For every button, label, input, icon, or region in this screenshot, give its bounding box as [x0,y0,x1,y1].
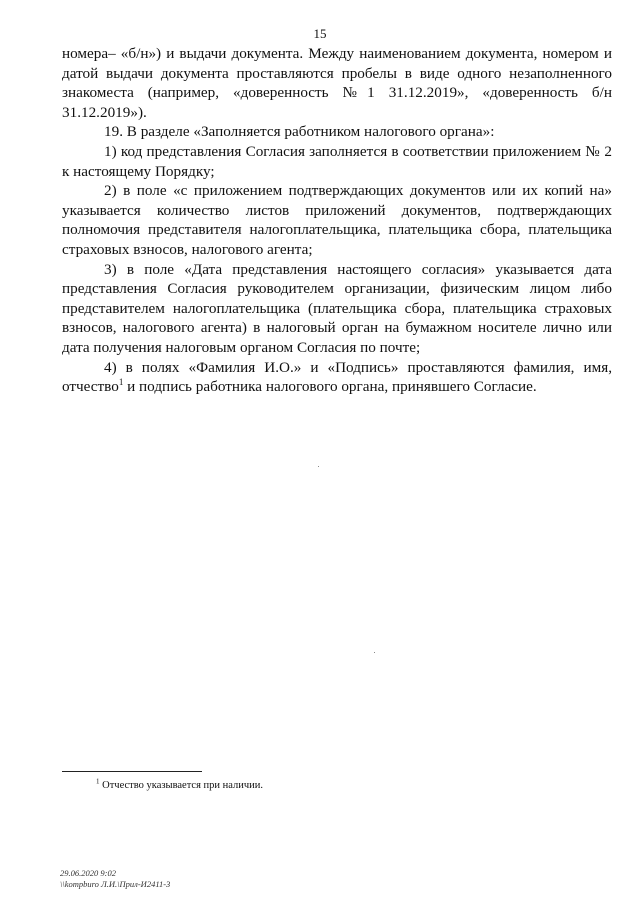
paragraph-item-4-tail: и подпись работника налогового органа, принявшего Согласие. [123,378,537,396]
footnote-reference: 1 [118,377,124,388]
footnote-mark: 1 [96,777,100,786]
document-body [62,44,612,397]
footnote [96,779,596,793]
footnote-separator [62,771,202,772]
footnote-text: Отчество указывается при наличии. [99,780,264,791]
paragraph-item-3: 3) в поле «Дата представления настоящего согласия» указывается дата представления Согласия руководителем организации, физическим лицом либо представителем налогоплательщика (плательщика сбора, плательщика страховых взносов, налогового агента) в налоговый орган на бумажном носителе лично или дата получения налоговым органом Согласия по почте; [62,260,612,356]
paragraph-item-4 [62,358,612,397]
paragraph-item-4-text: 4) в полях «Фамилия И.О.» и «Подпись» проставляются фамилия, имя, отчество [62,358,612,396]
scan-speck [374,652,375,653]
file-stamp-date: 29.06.2020 9:02 [60,868,116,878]
paragraph-continuation: номера– «б/н») и выдачи документа. Между наименованием документа, номером и датой выдачи документа проставляются пробелы в виде одного незаполненного знакоместа (например, «доверенность №1 31.12.2019», «доверенность б/н 31.12.2019»). [62,45,612,121]
paragraph-item-2: 2) в поле «с приложением подтверждающих документов или их копий на» указывается количество листов приложений документов, подтверждающих полномочия представителя налогоплательщика, плательщика сбора, плательщика страховых взносов, налогового агента; [62,182,612,258]
file-stamp-path: \\kompburo Л.И.\Прил-И2411-3 [60,879,171,889]
scan-speck [318,466,319,467]
file-stamp [60,868,170,890]
paragraph-section-19: 19. В разделе «Заполняется работником налогового органа»: [104,123,495,141]
page-number: 15 [313,26,327,41]
paragraph-item-1: 1) код представления Согласия заполняется в соответствии приложением № 2 к настоящему Порядку; [62,142,612,180]
